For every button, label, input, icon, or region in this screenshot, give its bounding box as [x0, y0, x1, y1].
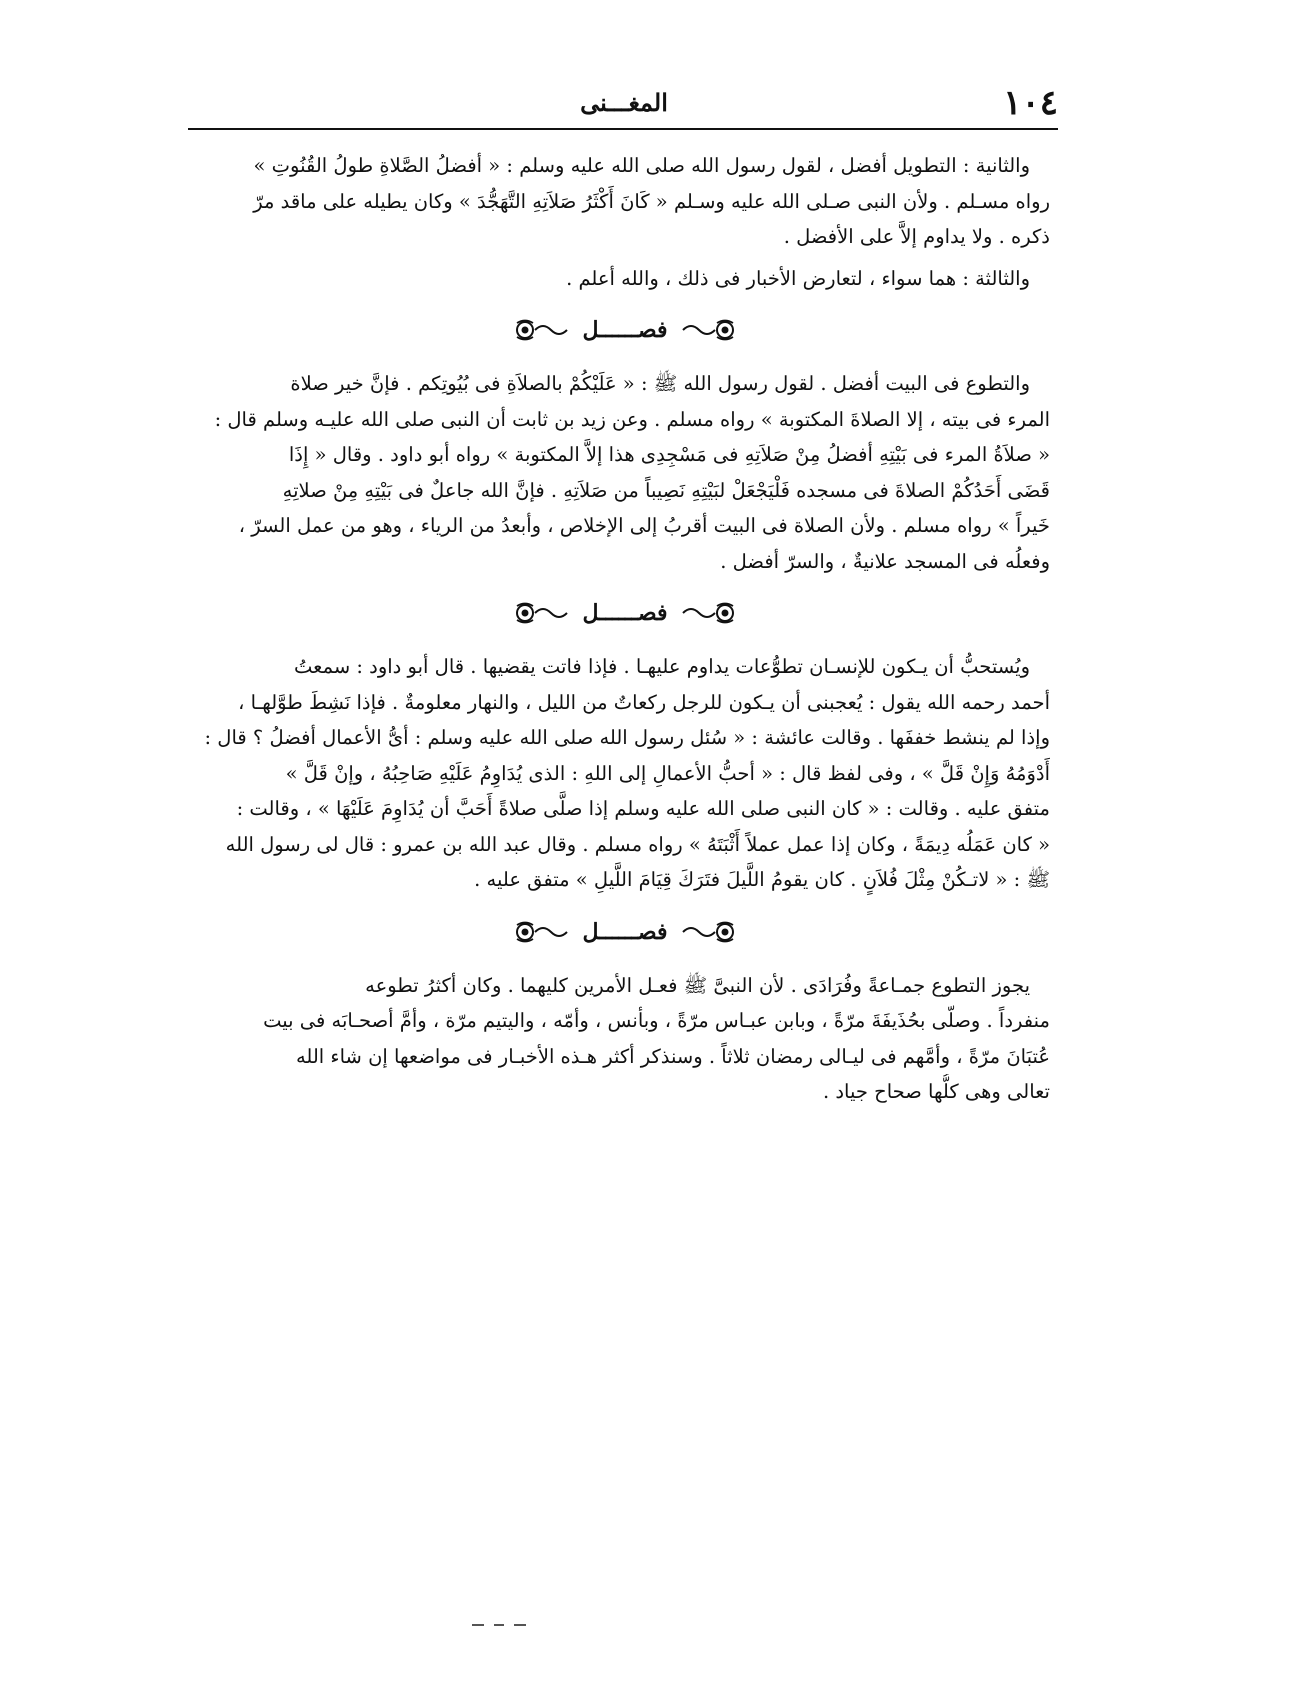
paragraph — [200, 148, 1050, 255]
ornament-icon — [679, 920, 741, 944]
page-body — [200, 148, 1050, 1110]
paragraph — [200, 366, 1050, 579]
text-line: ويُستحبُّ أن يـكون للإنسـان تطوُّعات يداوم عليهـا . فإذا فاتت يقضيها . قال أبو داود : سمعتُ — [294, 655, 1030, 678]
text-line: وإذا لم ينشط خففَها . وقالت عائشة : « سُئل رسول الله صلى الله عليه وسلم : أىُّ الأعمال أفضلُ ؟ قال : — [204, 726, 1050, 749]
text-line: ذكره . ولا يداوم إلاَّ على الأفضل . — [783, 225, 1050, 248]
text-line: ﷺ : « لاتـكُنْ مِثْلَ فُلاَنٍ . كان يقومُ اللَّيلَ فتَرَكَ قِيَامَ اللَّيلِ » متفق عليه . — [474, 868, 1050, 891]
text-line: تعالى وهى كلُّها صحاح جياد . — [822, 1080, 1050, 1103]
ornament-icon — [509, 318, 571, 342]
text-line: منفرداً . وصلّى بحُذَيفَةَ مرّةً ، وبابن عبـاس مرّةً ، وبأنس ، وأمّه ، واليتيم مرّة ، وأمَّ أصحـابَه فى بيت — [263, 1009, 1050, 1032]
section-heading — [200, 904, 1050, 960]
paragraph — [200, 261, 1050, 297]
ornament-icon — [509, 601, 571, 625]
footer-mark — [470, 1622, 530, 1628]
text-line: والثالثة : هما سواء ، لتعارض الأخبار فى ذلك ، والله أعلم . — [566, 266, 1030, 290]
header-rule — [188, 128, 1058, 130]
text-line: أَدْوَمُهُ وَإِنْ قَلَّ » ، وفى لفظ قال : « أحبُّ الأعمالِ إلى اللهِ : الذى يُدَاوِمُ عَلَيْهِ صَاحِبُهُ ، وإنْ قَلَّ » — [285, 761, 1050, 785]
text-line: والثانية : التطويل أفضل ، لقول رسول الله صلى الله عليه وسلم : « أفضلُ الصَّلاةِ طولُ القُنُوتِ » — [253, 154, 1030, 177]
section-heading — [200, 302, 1050, 358]
paragraph — [200, 968, 1050, 1110]
ornament-icon — [509, 920, 571, 944]
section-heading-label: فصــــــل — [582, 918, 668, 945]
text-line: رواه مسـلم . ولأن النبى صـلى الله عليه وسـلم « كَانَ أَكْثَرُ صَلاَتِهِ التَّهَجُّدَ » وكان يطيله على ماقد مرّ — [253, 189, 1050, 213]
text-line: خَيراً » رواه مسلم . ولأن الصلاة فى البيت أقربُ إلى الإخلاص ، وأبعدُ من الرياء ، وهو من عمل السرّ ، — [238, 514, 1050, 537]
text-line: عُتبَانَ مرّةً ، وأمَّهم فى ليـالى رمضان ثلاثاً . وسنذكر أكثر هـذه الأخبـار فى مواضعها إن شاء الله — [295, 1044, 1050, 1068]
text-line: وفعلُه فى المسجد علانيةٌ ، والسرّ أفضل . — [720, 549, 1050, 573]
text-line: « كان عَمَلُه دِيمَةً ، وكان إذا عمل عملاً أَثْبَتَهُ » رواه مسلم . وقال عبد الله بن عمرو : قال لى رسول الله — [225, 832, 1050, 856]
running-title: المغـــنى — [580, 88, 668, 117]
text-line: يجوز التطوع جمـاعةً وفُرَادَى . لأن النبىَّ ﷺ فعـل الأمرين كليهما . وكان أكثرُ تطوعه — [365, 973, 1030, 997]
section-heading-label: فصــــــل — [582, 600, 668, 626]
text-line: والتطوع فى البيت أفضل . لقول رسول الله ﷺ : « عَلَيْكُمْ بالصلاَةِ فى بُيُوتِكم . فإنَّ خير صلاة — [290, 372, 1030, 395]
paragraph — [200, 649, 1050, 898]
section-heading — [200, 585, 1050, 641]
page-number: ١٠٤ — [1003, 83, 1058, 123]
ornament-icon — [679, 601, 741, 625]
section-heading-label: فصــــــل — [582, 317, 668, 343]
text-line: قَضَى أَحَدُكُمْ الصلاةَ فى مسجده فَلْيَجْعَلْ لبَيْتِهِ نَصِيباً من صَلاَتِهِ . فإنَّ الله جاعلٌ فى بَيْتِهِ مِنْ صلاتِهِ — [282, 478, 1050, 502]
text-line: « صلاَةُ المرء فى بَيْتِهِ أفضلُ مِنْ صَلاَتِهِ فى مَسْجِدِى هذا إلاَّ المكتوبة » رواه أبو داود . وقال « إِذَا — [288, 443, 1050, 466]
text-line: أحمد رحمه الله يقول : يُعجبنى أن يـكون للرجل ركعاتٌ من الليل ، والنهار معلومةٌ . فإذا نَشِطَ طوَّلهـا ، — [238, 690, 1050, 714]
text-line: متفق عليه . وقالت : « كان النبى صلى الله عليه وسلم إذا صلَّى صلاةً أَحَبَّ أن يُدَاوِمَ عَلَيْهَا » ، وقالت : — [236, 797, 1050, 820]
text-line: المرء فى بيته ، إلا الصلاةَ المكتوبة » رواه مسلم . وعن زيد بن ثابت أن النبى صلى الله عليـه وسلم قال : — [214, 407, 1050, 431]
ornament-icon — [679, 318, 741, 342]
page-header — [190, 82, 1058, 124]
